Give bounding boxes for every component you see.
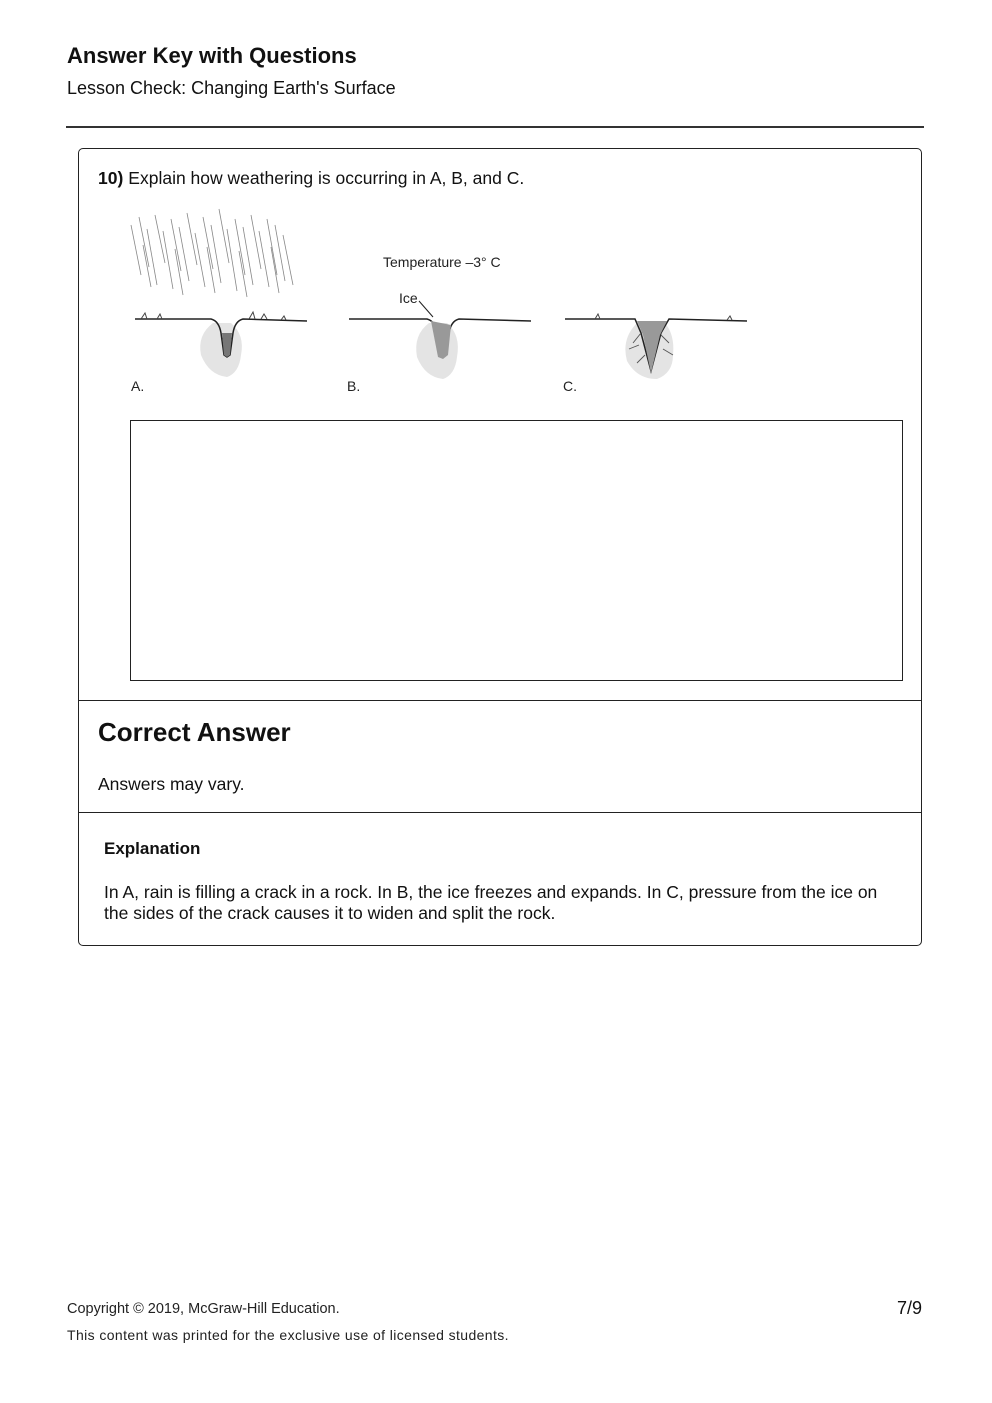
correct-answer-heading: Correct Answer [98, 717, 291, 747]
page-number: 7/9 [896, 1298, 922, 1318]
question-card [78, 148, 922, 946]
question-prompt [98, 168, 524, 189]
section-divider [79, 700, 921, 701]
header-divider [66, 126, 924, 128]
weathering-figure [127, 205, 767, 405]
panel-label-c: C. [563, 378, 577, 394]
panel-label-a: A. [131, 378, 145, 394]
footer-notice: This content was printed for the exclusive use of licensed students. [67, 1327, 509, 1343]
explanation-heading: Explanation [104, 839, 201, 858]
rock-b [349, 319, 531, 379]
document-title: Answer Key with Questions [67, 43, 357, 68]
footer-copyright: Copyright © 2019, McGraw-Hill Education. [67, 1301, 340, 1317]
rock-a [135, 312, 307, 377]
ice-pointer [419, 301, 433, 317]
explanation-text: In A, rain is filling a crack in a rock. In B, the ice freezes and expands. In C, pressure from the ice on the sides of the crack causes it to widen and split the rock. [104, 882, 878, 923]
lesson-subtitle: Lesson Check: Changing Earth's Surface [67, 78, 396, 98]
temperature-label: Temperature –3° C [383, 254, 501, 270]
correct-answer-text: Answers may vary. [98, 774, 245, 794]
section-divider [79, 812, 921, 813]
rock-c [565, 314, 747, 379]
question-text: Explain how weathering is occurring in A, B, and C. [128, 168, 525, 188]
panel-label-b: B. [347, 378, 361, 394]
rain-lines [131, 209, 293, 297]
question-number: 10) [98, 168, 124, 188]
answer-input-box[interactable] [130, 420, 903, 681]
ice-label: Ice [399, 290, 418, 306]
